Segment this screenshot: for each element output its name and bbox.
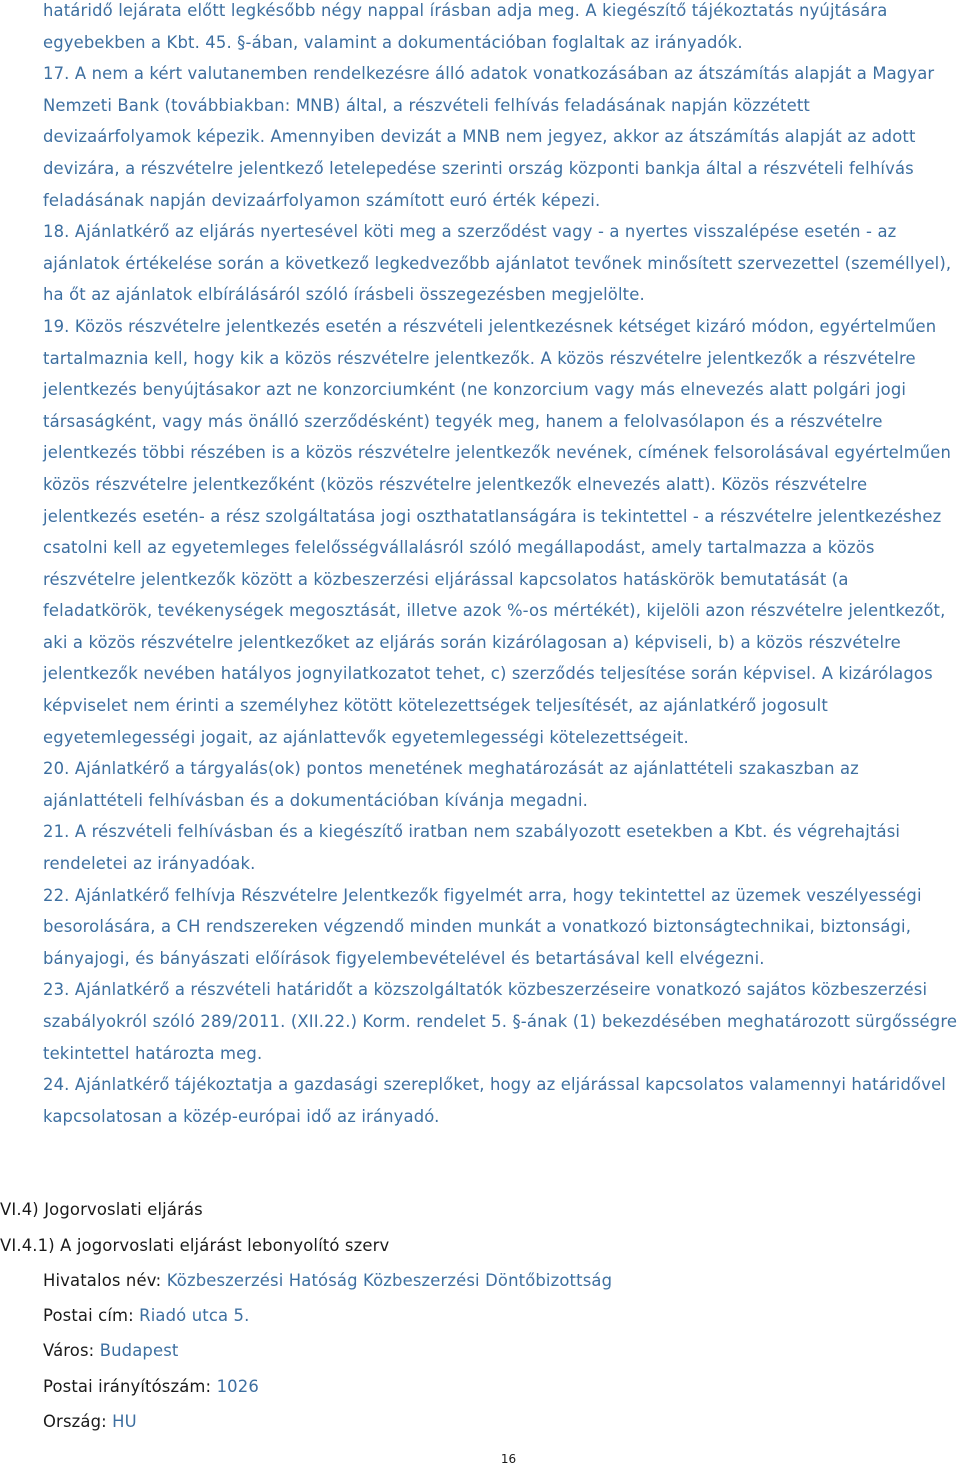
paragraph-17: 17. A nem a kért valutanemben rendelkezésre álló adatok vonatkozásában az átszámítás alapját a Magyar Nemzeti Bank (továbbiakban: MNB) által, a részvételi felhívás feladásának napján közzétett devizaárfolyamok képezik. Amennyiben devizát a MNB nem jegyez, akkor az átszámítás alapját az adott devizára, a részvételre jelentkező letelepedése szerinti ország központi bankja által a részvételi felhívás feladásának napján devizaárfolyamon számított euró érték képezi.: [43, 64, 935, 210]
paragraph-24: 24. Ajánlatkérő tájékoztatja a gazdasági szereplőket, hogy az eljárással kapcsolatos valamennyi határidővel kapcsolatosan a közép-európai idő az irányadó.: [43, 1075, 947, 1126]
paragraph-21: 21. A részvételi felhívásban és a kiegészítő iratban nem szabályozott esetekben a Kbt. és végrehajtási rendeletei az irányadóak.: [43, 822, 901, 874]
field-official-name: [43, 1270, 612, 1292]
paragraph-23: 23. Ajánlatkérő a részvételi határidőt a közszolgáltatók közbeszerzéseire vonatkozó sajátos közbeszerzési szabályokról szóló 289/2011. (XII.22.) Korm. rendelet 5. §-ának (1) bekezdésében meghatározott sürgősségre tekintettel határozta meg.: [43, 980, 958, 1063]
field-label: Postai irányítószám:: [43, 1377, 217, 1396]
field-value: Közbeszerzési Hatóság Közbeszerzési Döntőbizottság: [166, 1271, 613, 1290]
section-heading: VI.4) Jogorvoslati eljárás: [0, 1200, 203, 1219]
field-label: Postai cím:: [43, 1306, 140, 1325]
field-label: Város:: [43, 1341, 100, 1360]
page-number: 16: [500, 1452, 517, 1466]
field-label: Hivatalos név:: [43, 1271, 167, 1290]
paragraph-22: 22. Ajánlatkérő felhívja Részvételre Jelentkezők figyelmét arra, hogy tekintettel az üzemek veszélyességi besorolására, a CH rendszereken végzendő minden munkát a vonatkozó biztonságtechnikai, biztonsági, bányajogi, és bányászati előírások figyelembevételével és betartásával kell elvégezni.: [43, 885, 922, 968]
field-label: Ország:: [43, 1412, 113, 1431]
paragraph-continuation: határidő lejárata előtt legkésőbb négy nappal írásban adja meg. A kiegészítő tájékoztatás nyújtására egyebekben a Kbt. 45. §-ában, valamint a dokumentációban foglaltak az irányadók.: [43, 1, 888, 52]
field-value: 1026: [216, 1377, 259, 1396]
field-country: [43, 1411, 137, 1433]
paragraph-18: 18. Ajánlatkérő az eljárás nyertesével köti meg a szerződést vagy - a nyertes visszalépése esetén - az ajánlatok értékelése során a következő legkedvezőbb ajánlatot tevőnek minősített szervezettel (személlyel), ha őt az ajánlatok elbírálásáról szóló írásbeli összegezésben megjelölte.: [43, 222, 952, 305]
field-postal-address: [43, 1305, 249, 1327]
field-value: Budapest: [99, 1341, 179, 1360]
field-value: Riadó utca 5.: [139, 1306, 250, 1325]
paragraph-19: 19. Közös részvételre jelentkezés esetén a részvételi jelentkezésnek kétséget kizáró módon, egyértelműen tartalmaznia kell, hogy kik a közös részvételre jelentkezők. A közös részvételre jelentkezők a részvételre jelentkezés benyújtásakor azt ne konzorciumként (ne konzorcium vagy más elnevezés alatt polgári jogi társaságként, vagy más önálló szerződésként) tegyék meg, hanem a felolvasólapon és a részvételre jelentkezés többi részében is a közös részvételre jelentkezők nevének, címének felsorolásával egyértelműen közös részvételre jelentkezőként (közös részvételre jelentkezők elnevezés alatt). Közös részvételre jelentkezés esetén- a rész szolgáltatása jogi oszthatatlanságára is tekintettel - a részvételre jelentkezéshez csatolni kell az egyetemleges felelősségvállalásról szóló megállapodást, amely tartalmazza a közös részvételre jelentkezők között a közbeszerzési eljárással kapcsolatos hatáskörök bemutatását (a feladatkörök, tevékenységek megosztását, illetve azok %-os mértékét), kijelöli azon részvételre jelentkezőt, aki a közös részvételre jelentkezőket az eljárás során kizárólagosan a) képviseli, b) a közös részvételre jelentkezők nevében hatályos jognyilatkozatot tehet, c) szerződés teljesítése során képvisel. A kizárólagos képviselet nem érinti a személyhez kötött kötelezettségek teljesítését, az ajánlatkérő jogosult egyetemlegességi jogait, az ajánlattevők egyetemlegességi kötelezettségeit.: [43, 316, 952, 747]
field-value: HU: [112, 1412, 137, 1431]
field-city: [43, 1340, 178, 1362]
field-postal-code: [43, 1376, 259, 1398]
body-text: [43, 0, 958, 1132]
paragraph-20: 20. Ajánlatkérő a tárgyalás(ok) pontos menetének meghatározását az ajánlattételi szakaszban az ajánlattételi felhívásban és a dokumentációban kívánja megadni.: [43, 759, 859, 810]
subsection-heading: VI.4.1) A jogorvoslati eljárást lebonyolító szerv: [0, 1236, 390, 1255]
